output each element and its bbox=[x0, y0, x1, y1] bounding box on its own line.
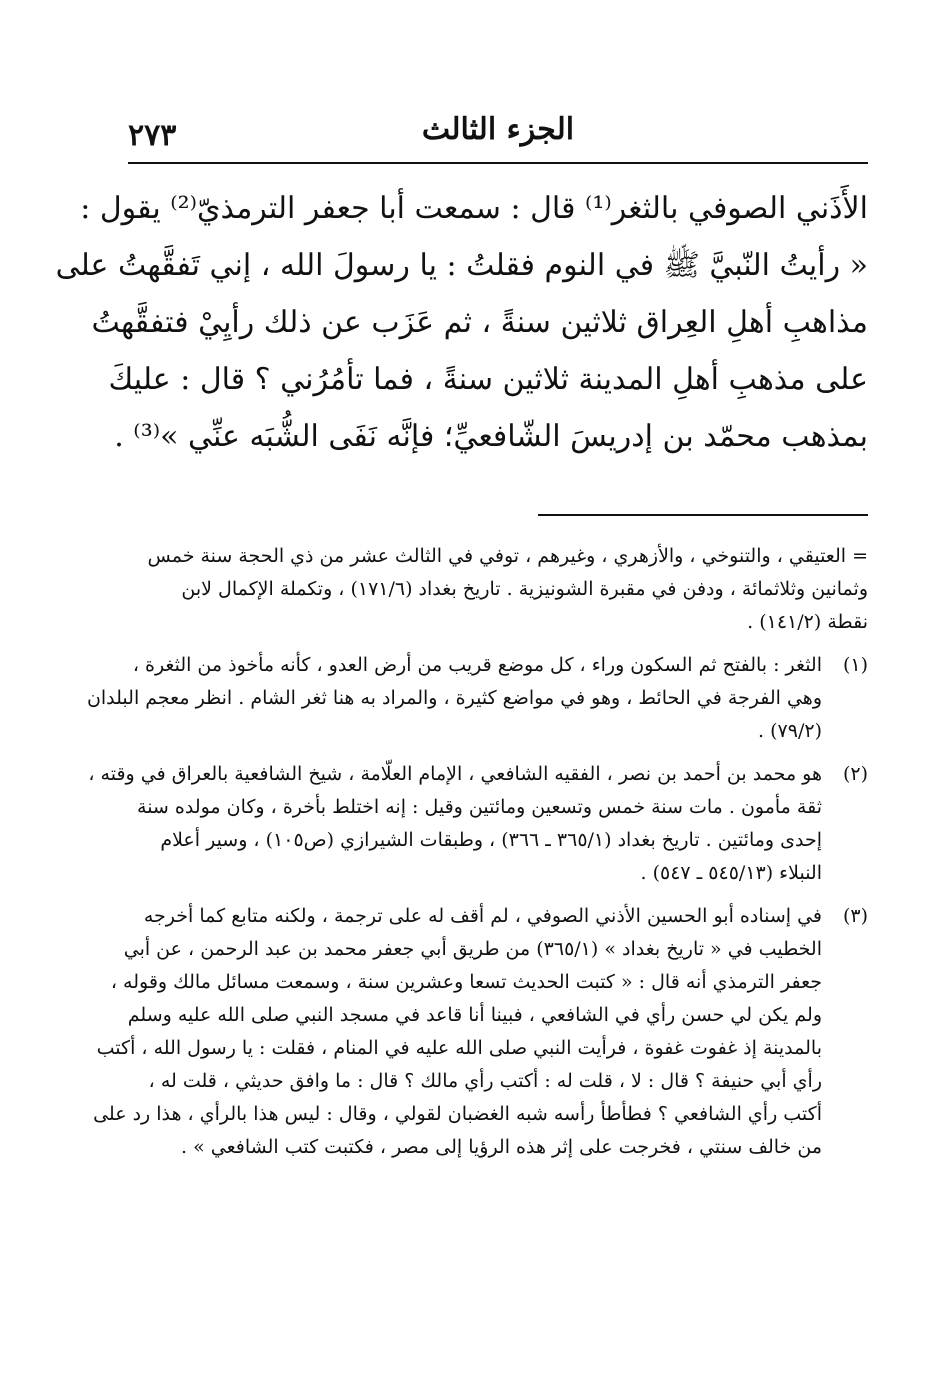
main-text bbox=[55, 180, 868, 465]
footnote-number: (٣) bbox=[842, 905, 868, 927]
main-text-line: على مذهبِ أهلِ المدينة ثلاثين سنةً ، فما تأمُرُني ؟ قال : عليكَ bbox=[108, 362, 868, 397]
footnote-line: ثقة مأمون . مات سنة خمس وتسعين ومائتين وقيل : إنه اختلط بأخرة ، وكان مولده سنة bbox=[137, 796, 822, 818]
main-text-line: مذاهبِ أهلِ العِراق ثلاثين سنةً ، ثم عَزَب عن ذلك رأيِيْ فتفقَّهتُ bbox=[91, 305, 868, 340]
footnote-line: رأي أبي حنيفة ؟ قال : لا ، قلت له : أكتب رأي مالك ؟ قال : ما وافق حديثي ، قلت له ، bbox=[148, 1070, 822, 1092]
footnote-line: وهي الفرجة في الحائط ، وهو في مواضع كثيرة ، والمراد به هنا ثغر الشام . انظر معجم البلدان bbox=[86, 687, 822, 709]
footnote-line: وثمانين وثلاثمائة ، ودفن في مقبرة الشونيزية . تاريخ بغداد (١٧١/٦) ، وتكملة الإكمال لابن bbox=[181, 578, 868, 600]
footnote-1 bbox=[86, 649, 868, 748]
main-text-line: « رأيتُ النّبيَّ ﷺ في النوم فقلتُ : يا رسولَ الله ، إني تَفقَّهتُ على bbox=[55, 248, 868, 283]
main-text-line: بمذهب محمّد بن إدريسَ الشّافعيِّ؛ فإنَّه نَفَى الشُّبَه عنِّي »⁽³⁾ . bbox=[114, 419, 868, 454]
footnotes bbox=[86, 540, 868, 1174]
page-number: ٢٧٣ bbox=[128, 118, 177, 153]
footnote-line: بالمدينة إذ غفوت غفوة ، فرأيت النبي صلى الله عليه في المنام ، فقلت : يا رسول الله ، أكتب bbox=[96, 1037, 822, 1059]
page-header bbox=[128, 112, 868, 160]
footnote-line: نقطة (١٤١/٢) . bbox=[747, 611, 868, 633]
footnote-line: الخطيب في « تاريخ بغداد » (٣٦٥/١) من طريق أبي جعفر محمد بن عبد الرحمن ، عن أبي bbox=[123, 938, 822, 960]
footnote-line: إحدى ومائتين . تاريخ بغداد (٣٦٥/١ ـ ٣٦٦) ، وطبقات الشيرازي (ص١٠٥) ، وسير أعلام bbox=[160, 829, 822, 851]
footnote-number: (٢) bbox=[842, 763, 868, 785]
footnote-line: الثغر : بالفتح ثم السكون وراء ، كل موضع قريب من أرض العدو ، كأنه مأخوذ من الثغرة ، bbox=[132, 654, 822, 676]
footnote-3 bbox=[93, 900, 868, 1164]
footnote-line: هو محمد بن أحمد بن نصر ، الفقيه الشافعي ، الإمام العلّامة ، شيخ الشافعية بالعراق في وقته ، bbox=[88, 763, 822, 785]
footnote-line: جعفر الترمذي أنه قال : « كتبت الحديث تسعا وعشرين سنة ، وسمعت مسائل مالك وقوله ، bbox=[110, 971, 822, 993]
footnote-line: = العتيقي ، والتنوخي ، والأزهري ، وغيرهم ، توفي في الثالث عشر من ذي الحجة سنة خمس bbox=[147, 545, 868, 567]
footnote-separator bbox=[538, 514, 868, 516]
footnote-2 bbox=[88, 758, 868, 890]
footnote-line: في إسناده أبو الحسين الأذني الصوفي ، لم أقف له على ترجمة ، ولكنه متابع كما أخرجه bbox=[143, 905, 822, 927]
header-rule bbox=[128, 162, 868, 164]
footnote-line: (٧٩/٢) . bbox=[758, 720, 822, 742]
footnote-continuation bbox=[128, 540, 868, 639]
footnote-line: ولم يكن لي حسن رأي في الشافعي ، فبينا أنا قاعد في مسجد النبي صلى الله عليه وسلم bbox=[127, 1004, 822, 1026]
footnote-number: (١) bbox=[842, 654, 868, 676]
running-title: الجزء الثالث bbox=[421, 112, 575, 147]
footnote-line: النبلاء (٥٤٥/١٣ ـ ٥٤٧) . bbox=[640, 862, 822, 884]
footnote-line: من خالف سنتي ، فخرجت على إثر هذه الرؤيا إلى مصر ، فكتبت كتب الشافعي » . bbox=[181, 1136, 822, 1158]
footnote-line: أكتب رأي الشافعي ؟ فطأطأ رأسه شبه الغضبان لقولي ، وقال : ليس هذا بالرأي ، هذا رد على bbox=[93, 1103, 822, 1125]
main-text-line: الأَذَني الصوفي بالثغر⁽¹⁾ قال : سمعت أبا جعفر الترمذيّ⁽²⁾ يقول : bbox=[80, 191, 868, 226]
